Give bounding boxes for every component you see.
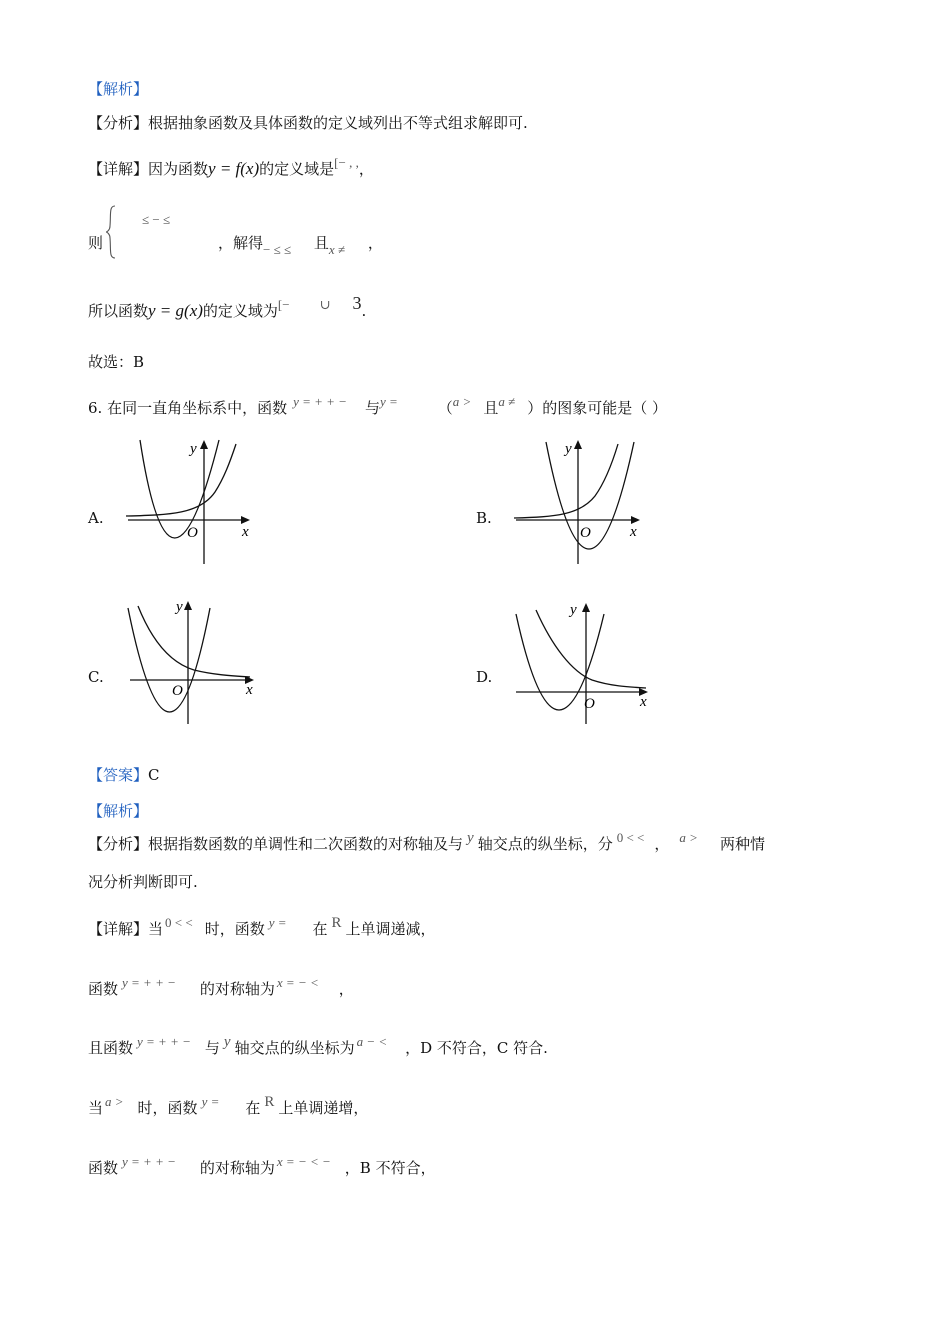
detail-text: 当 xyxy=(88,1099,104,1117)
x-axis-label: x xyxy=(246,682,253,698)
question-text: ）的图象可能是（ ） xyxy=(527,399,668,417)
detail-line xyxy=(88,1154,436,1178)
jiede-line xyxy=(218,232,383,257)
y-arrow-icon xyxy=(582,603,590,612)
choice-line: 故选：B xyxy=(88,353,145,371)
analysis-text: ， xyxy=(654,835,670,853)
graph-option-b[interactable] xyxy=(510,436,660,571)
detail-text: ， xyxy=(367,234,383,252)
x-arrow-icon xyxy=(631,516,640,524)
math-fragment: y = xyxy=(268,915,287,930)
analysis-text: 根据指数函数的单调性和二次函数的对称轴及与 xyxy=(148,835,464,853)
detail-text: 的对称轴为 xyxy=(199,1159,275,1177)
origin-label: O xyxy=(172,683,183,699)
math-fragment: y = + + − xyxy=(122,1154,176,1169)
y-axis-label: y xyxy=(570,602,577,618)
detail-text: 的定义域为 xyxy=(202,302,278,320)
parabola-curve xyxy=(140,440,219,538)
detail-text: 且函数 xyxy=(88,1039,134,1057)
y-arrow-icon xyxy=(200,440,208,449)
origin-label: O xyxy=(580,525,591,541)
detail-text: 上单调递减， xyxy=(345,920,436,938)
math-fragment: y = + + − xyxy=(137,1034,191,1049)
option-c-label[interactable]: C. xyxy=(88,668,104,686)
detail-text: 时，函数 xyxy=(137,1099,198,1117)
detail-text: 函数 xyxy=(88,980,119,998)
math-fragment: 3 xyxy=(352,293,362,313)
x-arrow-icon xyxy=(241,516,250,524)
detail-text: 上单调递增， xyxy=(278,1099,369,1117)
detail-text: ，D 不符合，C 符合. xyxy=(405,1039,548,1057)
question-text: 与 xyxy=(364,399,380,417)
math-fragment: y = + + − xyxy=(293,394,347,409)
math-fragment: y = xyxy=(379,394,398,409)
math-fragment: ∪ xyxy=(319,297,331,312)
math-fragment: y xyxy=(467,830,474,846)
y-axis-label: y xyxy=(565,441,572,457)
math-fragment: ≤ − ≤ xyxy=(142,212,171,227)
math-fragment: [− xyxy=(277,297,290,312)
detail-line xyxy=(88,915,436,939)
parabola-curve xyxy=(128,608,210,712)
x-axis-label: x xyxy=(630,524,637,540)
function-g: y = g(x) xyxy=(148,301,203,320)
detail-line-1 xyxy=(88,155,374,179)
math-fragment: a − < xyxy=(356,1034,388,1049)
detail-text: 的定义域是 xyxy=(259,160,335,178)
brace-icon xyxy=(104,204,118,260)
math-fragment: x = − < xyxy=(276,975,319,990)
analysis-text: 轴交点的纵坐标，分 xyxy=(477,835,613,853)
detail-text: 时，函数 xyxy=(204,920,265,938)
answer-value: C xyxy=(148,766,160,784)
question-stem xyxy=(88,394,668,418)
detail-text: 因为函数 xyxy=(148,160,209,178)
option-b-label[interactable]: B. xyxy=(476,509,492,527)
detail-tag: 【详解】 xyxy=(88,160,149,178)
analysis-line xyxy=(88,830,765,854)
y-axis-label: y xyxy=(190,441,197,457)
question-text: （ xyxy=(437,399,453,417)
domain-line xyxy=(88,293,367,321)
function-f: y = f(x) xyxy=(208,159,260,178)
graph-option-d[interactable] xyxy=(512,596,662,731)
graph-option-c[interactable] xyxy=(124,596,274,731)
detail-text: ， xyxy=(358,160,374,178)
detail-text: 轴交点的纵坐标为 xyxy=(234,1039,355,1057)
question-text: 且 xyxy=(483,399,499,417)
detail-text: . xyxy=(361,302,367,320)
analysis-text: 根据抽象函数及具体函数的定义域列出不等式组求解即可. xyxy=(148,114,528,132)
detail-text: 在 xyxy=(312,920,328,938)
origin-label: O xyxy=(187,525,198,541)
math-fragment: y = xyxy=(201,1094,220,1109)
math-fragment: x ≠ xyxy=(328,242,346,257)
detail-text: ， xyxy=(338,980,354,998)
math-fragment: [− , , xyxy=(334,155,359,170)
detail-text: 所以函数 xyxy=(88,302,149,320)
ze-label: 则 xyxy=(88,234,104,252)
math-fragment: a > xyxy=(452,394,472,409)
section-jiexi-label: 【解析】 xyxy=(88,802,149,820)
exponential-curve xyxy=(138,606,250,677)
y-axis-label: y xyxy=(176,599,183,615)
detail-line xyxy=(88,1034,548,1058)
math-fragment: R xyxy=(264,1094,275,1110)
analysis-text: 两种情 xyxy=(719,835,765,853)
detail-text: 在 xyxy=(245,1099,261,1117)
detail-text: 函数 xyxy=(88,1159,119,1177)
x-axis-label: x xyxy=(242,524,249,540)
detail-text: 且 xyxy=(313,234,329,252)
x-axis-label: x xyxy=(640,694,647,710)
answer-tag: 【答案】 xyxy=(88,766,149,784)
graph-option-a[interactable] xyxy=(120,436,270,571)
answer-line xyxy=(88,764,160,785)
analysis-line-cont: 况分析判断即可. xyxy=(88,873,198,891)
analysis-line xyxy=(88,112,528,133)
detail-line xyxy=(88,1094,369,1118)
math-fragment: x = − < − xyxy=(276,1154,331,1169)
exponential-curve xyxy=(536,610,646,688)
math-fragment: R xyxy=(331,915,342,931)
math-fragment: a ≠ xyxy=(498,394,516,409)
option-d-label[interactable]: D. xyxy=(476,668,493,686)
analysis-tag: 【分析】 xyxy=(88,835,149,853)
y-arrow-icon xyxy=(574,440,582,449)
detail-text: 与 xyxy=(204,1039,220,1057)
math-fragment: − ≤ ≤ xyxy=(263,242,292,257)
math-fragment: a > xyxy=(105,1094,124,1109)
math-fragment: y xyxy=(223,1034,231,1050)
detail-tag: 【详解】 xyxy=(88,920,149,938)
detail-text: ，B 不符合， xyxy=(344,1159,436,1177)
question-text: 6. 在同一直角坐标系中，函数 xyxy=(88,399,288,417)
origin-label: O xyxy=(584,696,595,712)
math-fragment: 0 < < xyxy=(165,915,193,930)
section-jiexi-label: 【解析】 xyxy=(88,80,149,98)
detail-text: 当 xyxy=(148,920,164,938)
math-fragment: a > xyxy=(679,830,698,845)
math-fragment: 0 < < xyxy=(616,830,645,845)
detail-line xyxy=(88,975,354,999)
option-a-label[interactable]: A. xyxy=(88,509,104,527)
analysis-tag: 【分析】 xyxy=(88,114,149,132)
detail-text: 的对称轴为 xyxy=(199,980,275,998)
y-arrow-icon xyxy=(184,601,192,610)
detail-text: ，解得 xyxy=(218,234,264,252)
math-fragment: y = + + − xyxy=(122,975,176,990)
